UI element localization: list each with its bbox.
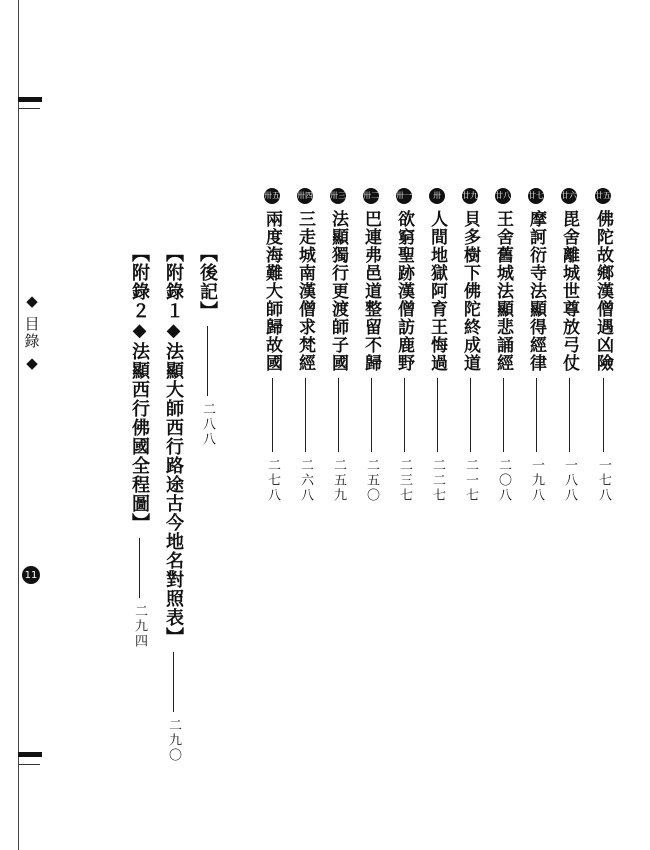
diamond-icon: ◆ bbox=[23, 292, 41, 312]
chapter-title: 法顯獨行更渡師子國 bbox=[328, 210, 348, 372]
header-label: 目錄 bbox=[22, 316, 41, 350]
chapter-number-badge: 廿九 bbox=[462, 188, 478, 204]
dotted-leader bbox=[305, 378, 306, 452]
dotted-leader bbox=[139, 538, 140, 598]
dotted-leader bbox=[536, 378, 537, 452]
chapter-title: 巴連弗邑道整留不歸 bbox=[361, 210, 381, 372]
chapter-title: 摩訶衍寺法顯得經律 bbox=[526, 210, 546, 372]
chapter-title: 人間地獄阿育王悔過 bbox=[427, 210, 447, 372]
chapter-number-badge: 廿六 bbox=[561, 188, 577, 204]
page-ref: 二五九 bbox=[331, 458, 346, 503]
toc-entry[interactable] bbox=[425, 188, 450, 503]
toc-entry[interactable] bbox=[524, 188, 549, 503]
toc-entry-appendix-1[interactable] bbox=[160, 244, 186, 763]
chapter-number-badge: 廿八 bbox=[495, 188, 511, 204]
top-margin-bar bbox=[18, 97, 42, 102]
margin-rule bbox=[18, 0, 19, 850]
chapter-title: 貝多樹下佛陀終成道 bbox=[460, 210, 480, 372]
top-margin-tick bbox=[18, 108, 40, 109]
chapter-title: 欲窮聖跡漢僧訪鹿野 bbox=[394, 210, 414, 372]
toc-entry[interactable] bbox=[591, 188, 616, 503]
dotted-leader bbox=[603, 378, 604, 452]
running-header bbox=[21, 292, 43, 374]
dotted-leader bbox=[470, 378, 471, 452]
page-ref: 二〇八 bbox=[496, 458, 511, 503]
page-number-badge: 11 bbox=[22, 566, 40, 584]
chapter-title: 佛陀故鄉漢僧遇凶險 bbox=[593, 210, 613, 372]
toc-entry[interactable] bbox=[260, 188, 285, 503]
dotted-leader bbox=[503, 378, 504, 452]
appendix-title: 【附錄２◆法顯西行佛國全程圖】 bbox=[129, 244, 150, 532]
toc-entry[interactable] bbox=[359, 188, 384, 503]
dotted-leader bbox=[437, 378, 438, 452]
diamond-icon: ◆ bbox=[23, 354, 41, 374]
appendix-title: 【附錄１◆法顯大師西行路途古今地名對照表】 bbox=[163, 244, 184, 646]
page-ref: 二九四 bbox=[132, 604, 147, 649]
dotted-leader bbox=[207, 326, 208, 396]
page-ref: 一七八 bbox=[596, 458, 611, 503]
toc-entry-appendix-2[interactable] bbox=[126, 244, 152, 649]
chapter-title: 三走城南漢僧求梵經 bbox=[295, 210, 315, 372]
toc-entry-postscript[interactable] bbox=[194, 244, 220, 447]
chapter-number-badge: 卅三 bbox=[330, 188, 346, 204]
page-ref: 二八八 bbox=[200, 402, 215, 447]
chapter-title: 兩度海難大師歸故國 bbox=[262, 210, 282, 372]
page-ref: 二五〇 bbox=[364, 458, 379, 503]
page-ref: 一九八 bbox=[529, 458, 544, 503]
chapter-number-badge: 卅 bbox=[429, 188, 445, 204]
chapter-title: 毘舍離城世尊放弓仗 bbox=[559, 210, 579, 372]
postscript-title: 【後記】 bbox=[197, 244, 218, 320]
dotted-leader bbox=[371, 378, 372, 452]
chapter-number-badge: 卅五 bbox=[264, 188, 280, 204]
page-ref: 二三七 bbox=[397, 458, 412, 503]
chapter-number-badge: 卅二 bbox=[363, 188, 379, 204]
page-ref: 二九〇 bbox=[166, 718, 181, 763]
page-ref: 二二七 bbox=[430, 458, 445, 503]
chapter-title: 王舍舊城法顯悲誦經 bbox=[493, 210, 513, 372]
dotted-leader bbox=[569, 378, 570, 452]
toc-entry[interactable] bbox=[491, 188, 516, 503]
toc-entry[interactable] bbox=[557, 188, 582, 503]
dotted-leader bbox=[338, 378, 339, 452]
bottom-margin-bar bbox=[18, 752, 42, 757]
page-ref: 一八八 bbox=[562, 458, 577, 503]
chapter-number-badge: 卅四 bbox=[297, 188, 313, 204]
page-ref: 二七八 bbox=[265, 458, 280, 503]
chapter-number-badge: 廿五 bbox=[595, 188, 611, 204]
chapter-number-badge: 卅一 bbox=[396, 188, 412, 204]
chapter-number-badge: 廿七 bbox=[528, 188, 544, 204]
dotted-leader bbox=[404, 378, 405, 452]
dotted-leader bbox=[272, 378, 273, 452]
toc-entry[interactable] bbox=[293, 188, 318, 503]
bottom-margin-tick bbox=[18, 764, 40, 765]
toc-entry[interactable] bbox=[458, 188, 483, 503]
toc-entry[interactable] bbox=[326, 188, 351, 503]
toc-entry[interactable] bbox=[392, 188, 417, 503]
dotted-leader bbox=[173, 652, 174, 712]
page-ref: 二六八 bbox=[298, 458, 313, 503]
page-ref: 二一七 bbox=[463, 458, 478, 503]
